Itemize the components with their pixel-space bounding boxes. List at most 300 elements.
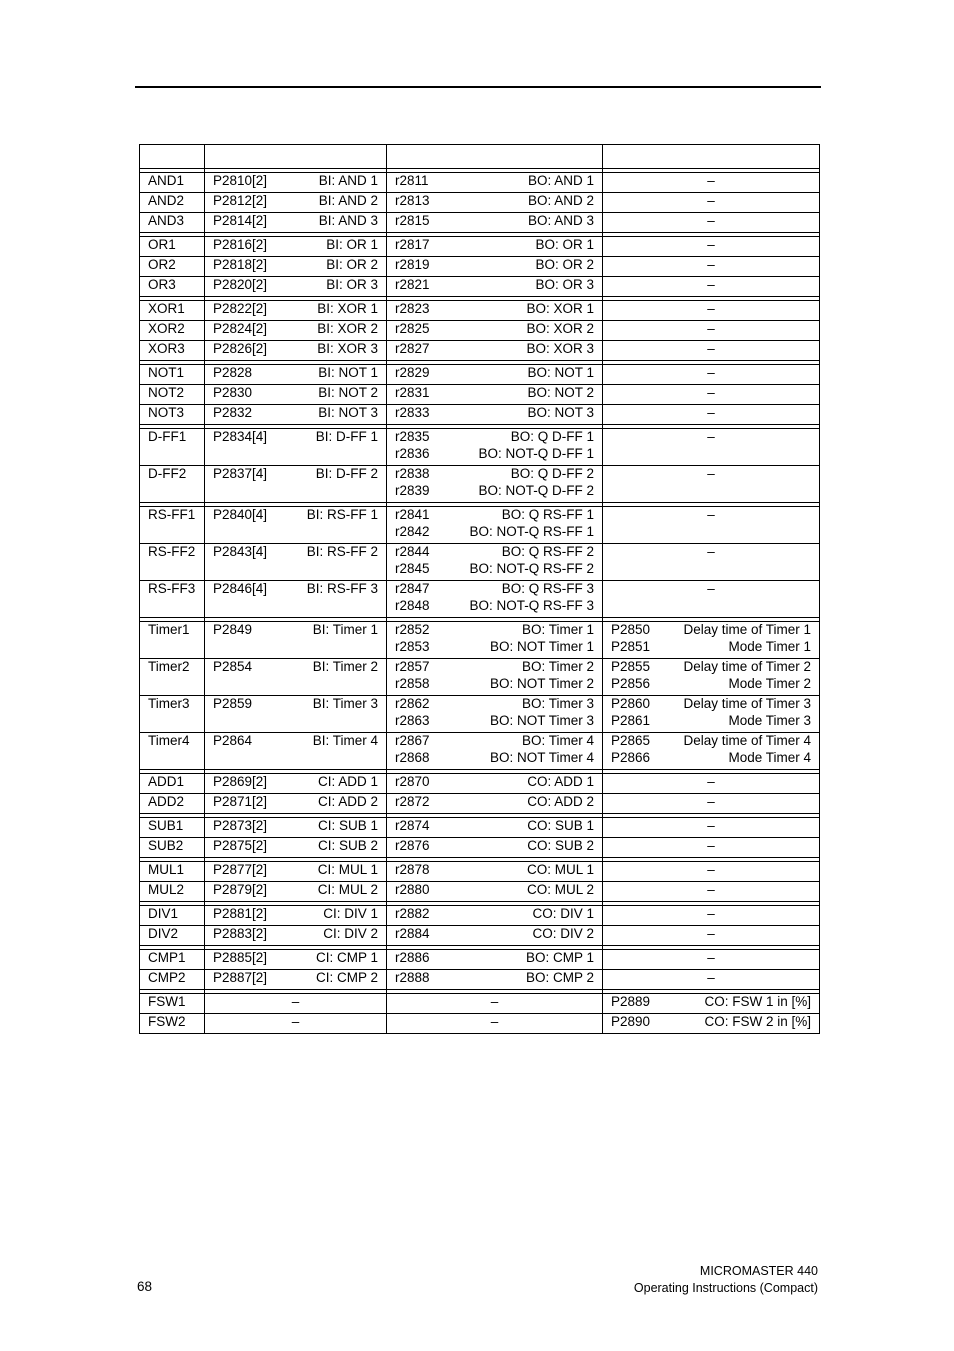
block-name-cell (140, 906, 205, 926)
table-row (140, 970, 820, 990)
output-param: r2863 (395, 712, 430, 728)
block-name: D-FF1 (148, 429, 187, 444)
header-cell (205, 145, 387, 169)
block-name: AND3 (148, 213, 185, 228)
output-label: CO: DIV 1 (532, 906, 594, 921)
output-label: BO: XOR 3 (526, 341, 594, 356)
dash-text: – (707, 466, 715, 481)
table-row (140, 544, 820, 581)
output-cell (387, 213, 603, 233)
cell-line (395, 676, 594, 693)
dash-text: – (707, 838, 715, 853)
table-row (140, 950, 820, 970)
input-param: P2843[4] (213, 544, 268, 559)
cell-line (395, 750, 594, 767)
output-param: r2827 (395, 341, 430, 356)
input-param: P2822[2] (213, 301, 268, 316)
output-label: BO: OR 2 (535, 257, 594, 272)
cell-line (213, 622, 378, 639)
block-name-cell (140, 507, 205, 544)
table-row (140, 466, 820, 503)
output-cell (387, 659, 603, 696)
table-row (140, 277, 820, 297)
dash-text: – (707, 794, 715, 809)
block-name-cell (140, 950, 205, 970)
dash-text: – (707, 862, 715, 877)
footer-product: MICROMASTER 440 (699, 1264, 818, 1278)
cell-line (213, 385, 378, 402)
input-param: P2812[2] (213, 193, 268, 208)
output-param: r2811 (395, 173, 429, 188)
setting-label: Mode Timer 4 (728, 749, 811, 765)
cell-line (395, 173, 594, 190)
output-cell (387, 429, 603, 466)
setting-param: P2865 (611, 733, 651, 748)
empty-dash-cell (603, 862, 820, 882)
cell-line (213, 581, 378, 598)
output-param: r2823 (395, 301, 430, 316)
cell-line (611, 696, 811, 713)
cell-line (395, 639, 594, 656)
block-name: FSW1 (148, 994, 186, 1009)
empty-dash-cell (603, 257, 820, 277)
output-label: BO: NOT-Q RS-FF 1 (469, 523, 594, 539)
input-label: CI: SUB 1 (317, 818, 378, 833)
block-name-cell (140, 926, 205, 946)
input-label: BI: NOT 3 (318, 405, 378, 420)
parameter-cell (603, 696, 820, 733)
cell-line (213, 507, 378, 524)
output-param: r2878 (395, 862, 430, 877)
block-name-cell (140, 581, 205, 618)
output-cell (387, 970, 603, 990)
block-name: MUL2 (148, 882, 185, 897)
dash-text: – (707, 906, 715, 921)
block-name-cell (140, 466, 205, 503)
cell-line (395, 561, 594, 578)
output-label: BO: XOR 2 (526, 321, 594, 336)
dash-text: – (707, 321, 715, 336)
block-name-cell (140, 193, 205, 213)
dash-text: – (707, 213, 715, 228)
empty-dash-cell (603, 794, 820, 814)
table-row (140, 794, 820, 814)
cell-line (213, 794, 378, 811)
dash-text: – (490, 1014, 499, 1029)
input-label: BI: OR 1 (326, 237, 378, 252)
dash-text: – (707, 237, 715, 252)
cell-line (611, 733, 811, 750)
cell-line (395, 524, 594, 541)
input-label: BI: Timer 4 (312, 733, 378, 748)
output-param: r2862 (395, 696, 430, 711)
block-name-cell (140, 301, 205, 321)
block-name: Timer2 (148, 659, 190, 674)
input-param: P2810[2] (213, 173, 268, 188)
block-name: SUB1 (148, 818, 184, 833)
output-label: BO: NOT-Q D-FF 2 (478, 482, 594, 498)
setting-param: P2860 (611, 696, 651, 711)
output-param: r2848 (395, 597, 430, 613)
block-name-cell (140, 277, 205, 297)
block-name: FSW2 (148, 1014, 186, 1029)
cell-line (213, 950, 378, 967)
block-name-cell (140, 385, 205, 405)
input-param: P2840[4] (213, 507, 268, 522)
cell-line (213, 906, 378, 923)
table-row (140, 733, 820, 770)
table-row (140, 237, 820, 257)
dash-text: – (707, 341, 715, 356)
table-row (140, 906, 820, 926)
output-label: BO: NOT Timer 3 (489, 712, 594, 728)
table-row (140, 696, 820, 733)
block-name: SUB2 (148, 838, 184, 853)
output-cell (387, 544, 603, 581)
block-name: MUL1 (148, 862, 185, 877)
output-label: BO: NOT 3 (527, 405, 594, 420)
input-cell (205, 774, 387, 794)
output-param: r2888 (395, 970, 430, 985)
cell-line (395, 507, 594, 524)
table-row (140, 193, 820, 213)
output-cell (387, 405, 603, 425)
output-cell (387, 906, 603, 926)
input-param: P2877[2] (213, 862, 268, 877)
cell-line (395, 581, 594, 598)
input-cell (205, 365, 387, 385)
output-label: BO: Q RS-FF 1 (501, 507, 594, 522)
empty-dash-cell (603, 544, 820, 581)
block-name: ADD2 (148, 794, 185, 809)
block-name: AND2 (148, 193, 185, 208)
output-label: CO: MUL 2 (526, 882, 594, 897)
cell-line (213, 193, 378, 210)
cell-line (611, 713, 811, 730)
block-name: Timer3 (148, 696, 190, 711)
input-cell (205, 341, 387, 361)
block-name-cell (140, 794, 205, 814)
output-cell (387, 818, 603, 838)
input-label: BI: OR 2 (326, 257, 378, 272)
block-name: CMP2 (148, 970, 186, 985)
input-param: P2859 (213, 696, 253, 711)
footer-doc-title: Operating Instructions (Compact) (633, 1281, 818, 1295)
empty-dash-cell (603, 906, 820, 926)
cell-line (213, 301, 378, 318)
table-row (140, 926, 820, 946)
block-name-cell (140, 970, 205, 990)
empty-dash-cell (603, 321, 820, 341)
dash-text: – (707, 818, 715, 833)
input-param: P2849 (213, 622, 253, 637)
output-param: r2884 (395, 926, 430, 941)
table-row (140, 774, 820, 794)
input-cell (205, 257, 387, 277)
output-label: BO: AND 1 (527, 173, 594, 188)
block-name: RS-FF1 (148, 507, 196, 522)
block-name-cell (140, 405, 205, 425)
input-cell (205, 405, 387, 425)
cell-line (213, 838, 378, 855)
output-param: r2882 (395, 906, 430, 921)
output-param: r2825 (395, 321, 430, 336)
output-label: CO: SUB 2 (527, 838, 594, 853)
input-cell (205, 193, 387, 213)
block-name: NOT3 (148, 405, 185, 420)
dash-text: – (707, 970, 715, 985)
output-cell (387, 862, 603, 882)
input-cell (205, 385, 387, 405)
input-cell (205, 429, 387, 466)
output-label: CO: DIV 2 (532, 926, 594, 941)
table-row (140, 257, 820, 277)
dash-text: – (707, 429, 715, 444)
dash-text: – (707, 882, 715, 897)
output-param: r2844 (395, 544, 430, 559)
cell-line (395, 733, 594, 750)
input-param: P2846[4] (213, 581, 268, 596)
empty-dash-cell (603, 818, 820, 838)
block-name-cell (140, 994, 205, 1014)
dash-text: – (707, 385, 715, 400)
output-label: BO: XOR 1 (526, 301, 594, 316)
input-cell (205, 622, 387, 659)
input-param: P2885[2] (213, 950, 268, 965)
cell-line (395, 794, 594, 811)
output-cell (387, 774, 603, 794)
table-row (140, 405, 820, 425)
input-label: CI: ADD 2 (317, 794, 378, 809)
input-param: P2883[2] (213, 926, 268, 941)
cell-line (611, 750, 811, 767)
setting-label: Delay time of Timer 4 (683, 733, 811, 748)
cell-line (213, 173, 378, 190)
table-row (140, 838, 820, 858)
cell-line (213, 466, 378, 483)
page-number: 68 (137, 1279, 153, 1294)
setting-label: Mode Timer 1 (728, 638, 811, 654)
block-name-cell (140, 237, 205, 257)
output-param: r2833 (395, 405, 430, 420)
dash-text: – (707, 365, 715, 380)
input-cell (205, 950, 387, 970)
header-rule (135, 86, 821, 88)
output-cell (387, 237, 603, 257)
output-param: r2868 (395, 749, 430, 765)
input-cell (205, 213, 387, 233)
input-cell (205, 733, 387, 770)
table-row (140, 385, 820, 405)
empty-dash-cell (603, 774, 820, 794)
output-label: BO: OR 3 (535, 277, 594, 292)
cell-line (395, 862, 594, 879)
output-label: CO: ADD 2 (527, 794, 594, 809)
output-param: r2870 (395, 774, 430, 789)
block-name: CMP1 (148, 950, 186, 965)
cell-line (395, 598, 594, 615)
block-name: Timer1 (148, 622, 190, 637)
input-cell (205, 696, 387, 733)
table-row (140, 213, 820, 233)
cell-line (213, 970, 378, 987)
input-label: BI: AND 1 (318, 173, 378, 188)
cell-line (611, 1014, 811, 1031)
input-param: P2864 (213, 733, 253, 748)
cell-line (213, 696, 378, 713)
table-row (140, 173, 820, 193)
cell-line (395, 193, 594, 210)
output-param: r2835 (395, 429, 430, 444)
input-label: CI: ADD 1 (317, 774, 378, 789)
cell-line (395, 483, 594, 500)
input-param: P2837[4] (213, 466, 268, 481)
cell-line (395, 838, 594, 855)
block-name-cell (140, 429, 205, 466)
output-label: BO: NOT 2 (527, 385, 594, 400)
input-param: P2824[2] (213, 321, 268, 336)
input-label: BI: XOR 3 (317, 341, 378, 356)
cell-line (213, 733, 378, 750)
setting-label: CO: FSW 2 in [%] (704, 1014, 811, 1029)
output-label: BO: NOT Timer 4 (489, 749, 594, 765)
setting-label: Mode Timer 3 (728, 712, 811, 728)
output-cell (387, 466, 603, 503)
input-label: BI: D-FF 1 (315, 429, 378, 444)
cell-line (395, 622, 594, 639)
cell-line (611, 639, 811, 656)
output-param: r2886 (395, 950, 430, 965)
parameter-cell (603, 994, 820, 1014)
setting-param: P2856 (611, 675, 651, 691)
block-name: OR3 (148, 277, 176, 292)
cell-line (395, 774, 594, 791)
block-name: OR1 (148, 237, 176, 252)
block-name-cell (140, 213, 205, 233)
table-row (140, 818, 820, 838)
input-cell (205, 882, 387, 902)
output-param: r2876 (395, 838, 430, 853)
block-name: DIV1 (148, 906, 179, 921)
setting-label: Delay time of Timer 3 (683, 696, 811, 711)
block-name: ADD1 (148, 774, 185, 789)
empty-dash-cell (603, 213, 820, 233)
output-label: CO: MUL 1 (526, 862, 594, 877)
dash-text: – (707, 950, 715, 965)
setting-param: P2889 (611, 994, 651, 1009)
table-row (140, 301, 820, 321)
output-label: BO: Timer 1 (521, 622, 594, 637)
cell-line (395, 926, 594, 943)
footer-product-info (634, 1263, 818, 1297)
input-label: BI: AND 3 (318, 213, 378, 228)
cell-line (395, 213, 594, 230)
cell-line (395, 544, 594, 561)
output-cell (387, 581, 603, 618)
output-param: r2867 (395, 733, 430, 748)
output-cell (387, 301, 603, 321)
cell-line (395, 466, 594, 483)
input-cell (205, 794, 387, 814)
block-name: RS-FF3 (148, 581, 196, 596)
dash-text: – (707, 544, 715, 559)
output-label: BO: Q RS-FF 3 (501, 581, 594, 596)
output-cell (387, 365, 603, 385)
dash-text: – (707, 173, 715, 188)
cell-line (213, 365, 378, 382)
setting-label: Delay time of Timer 1 (683, 622, 811, 637)
input-label: CI: CMP 1 (315, 950, 378, 965)
output-param: r2845 (395, 560, 430, 576)
table-row (140, 507, 820, 544)
output-label: BO: NOT-Q RS-FF 2 (469, 560, 594, 576)
block-name: XOR2 (148, 321, 185, 336)
input-label: BI: Timer 2 (312, 659, 378, 674)
output-cell (387, 385, 603, 405)
dash-text: – (707, 774, 715, 789)
empty-dash-cell (603, 507, 820, 544)
output-cell (387, 257, 603, 277)
input-label: CI: DIV 2 (323, 926, 378, 941)
input-label: BI: NOT 1 (318, 365, 378, 380)
input-param: P2869[2] (213, 774, 268, 789)
output-param: r2831 (395, 385, 430, 400)
input-cell (205, 838, 387, 858)
output-param: r2872 (395, 794, 430, 809)
input-label: BI: XOR 2 (317, 321, 378, 336)
cell-line (395, 321, 594, 338)
output-label: BO: NOT-Q RS-FF 3 (469, 597, 594, 613)
input-label: BI: XOR 1 (317, 301, 378, 316)
dash-text: – (707, 257, 715, 272)
empty-dash-cell (603, 173, 820, 193)
cell-line (611, 659, 811, 676)
input-label: BI: RS-FF 2 (306, 544, 378, 559)
output-cell (387, 341, 603, 361)
cell-line (395, 970, 594, 987)
cell-line (213, 237, 378, 254)
block-name: XOR1 (148, 301, 185, 316)
dash-text: – (707, 301, 715, 316)
cell-line (611, 676, 811, 693)
output-cell (387, 950, 603, 970)
output-param: r2819 (395, 257, 430, 272)
block-name-cell (140, 544, 205, 581)
cell-line (395, 385, 594, 402)
input-label: CI: MUL 1 (317, 862, 378, 877)
output-param: r2829 (395, 365, 430, 380)
cell-line (213, 341, 378, 358)
output-param: r2858 (395, 675, 430, 691)
cell-line (213, 882, 378, 899)
empty-dash-cell (603, 365, 820, 385)
cell-line (395, 659, 594, 676)
output-param: r2821 (395, 277, 430, 292)
setting-param: P2850 (611, 622, 651, 637)
output-label: CO: SUB 1 (527, 818, 594, 833)
input-cell (205, 301, 387, 321)
cell-line (395, 713, 594, 730)
output-label: BO: CMP 1 (525, 950, 594, 965)
table-row (140, 659, 820, 696)
input-param: P2834[4] (213, 429, 268, 444)
output-cell (387, 622, 603, 659)
input-label: BI: Timer 1 (312, 622, 378, 637)
empty-dash-cell (603, 277, 820, 297)
empty-dash-cell (603, 341, 820, 361)
input-param: P2832 (213, 405, 253, 420)
input-param: P2881[2] (213, 906, 268, 921)
